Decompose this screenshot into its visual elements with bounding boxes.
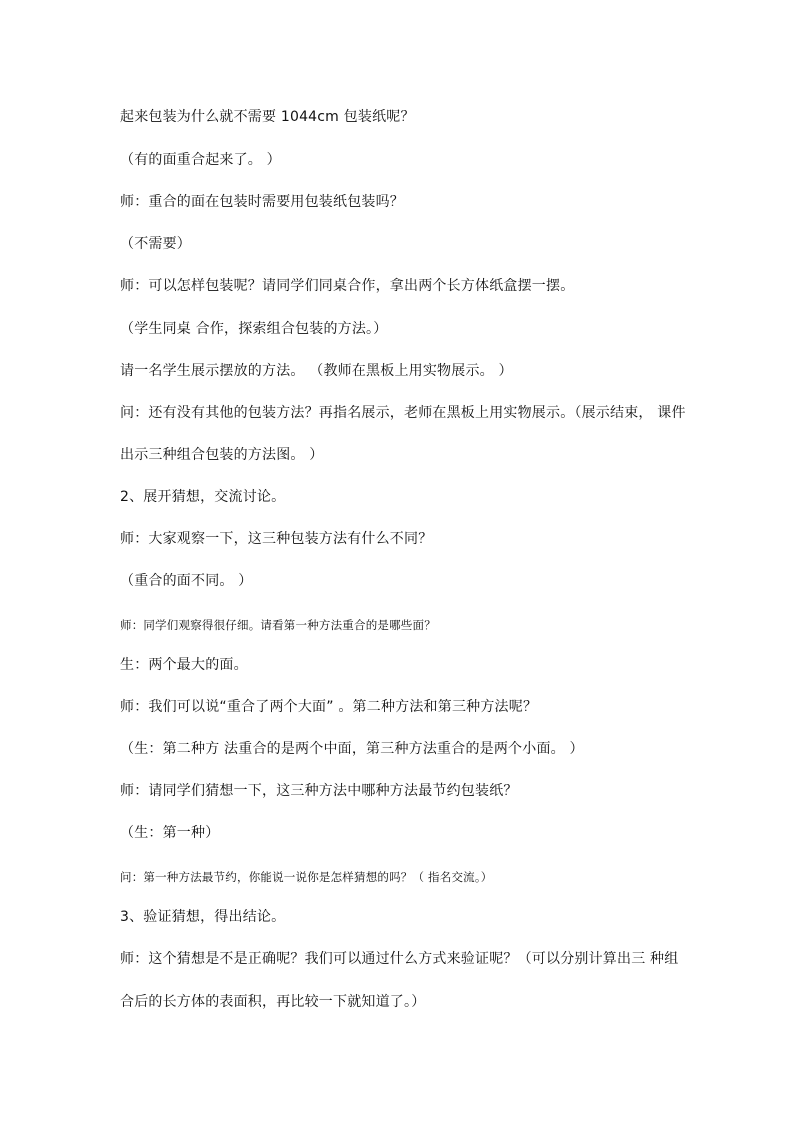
text-line-17: 师：请同学们猜想一下，这三种方法中哪种方法最节约包装纸？ — [120, 783, 518, 799]
text-line-6: （学生同桌 合作，探索组合包装的方法。） — [120, 321, 388, 337]
text-line-11: 师：大家观察一下，这三种包装方法有什么不同？ — [120, 531, 433, 547]
text-line-1: 起来包装为什么就不需要 1044cm 包装纸呢？ — [120, 109, 415, 125]
text-line-20: 3、验证猜想，得出结论。 — [120, 909, 286, 925]
text-line-5: 师：可以怎样包装呢？请同学们同桌合作，拿出两个长方体纸盒摆一摆。 — [120, 278, 575, 294]
text-line-18: （生：第一种） — [120, 825, 220, 841]
text-line-9: 出示三种组合包装的方法图。 ） — [120, 447, 324, 463]
text-line-12: （重合的面不同。 ） — [120, 573, 253, 589]
text-line-4: （不需要） — [120, 236, 191, 252]
text-line-7: 请一名学生展示摆放的方法。 （教师在黑板上用实物展示。 ） — [120, 363, 513, 379]
text-line-13: 师：同学们观察得很仔细。请看第一种方法重合的是哪些面？ — [120, 618, 436, 632]
text-line-19: 问：第一种方法最节约，你能说一说你是怎样猜想的吗？（ 指名交流。） — [120, 870, 493, 884]
text-line-16: （生：第二种方 法重合的是两个中面，第三种方法重合的是两个小面。 ） — [120, 741, 584, 757]
text-line-10: 2、展开猜想，交流讨论。 — [120, 489, 286, 505]
text-line-21: 师：这个猜想是不是正确呢？我们可以通过什么方式来验证呢？（可以分别计算出三 种组 — [120, 951, 679, 967]
text-line-2: （有的面重合起来了。 ） — [120, 152, 281, 168]
text-line-22: 合后的长方体的表面积，再比较一下就知道了。） — [120, 994, 426, 1010]
text-line-3: 师：重合的面在包装时需要用包装纸包装吗？ — [120, 194, 404, 210]
text-line-8: 问：还有没有其他的包装方法？再指名展示，老师在黑板上用实物展示。（展示结束， 课件 — [120, 405, 686, 421]
text-line-15: 师：我们可以说“重合了两个大面” 。第二种方法和第三种方法呢？ — [120, 699, 538, 715]
text-line-14: 生：两个最大的面。 — [120, 657, 248, 673]
